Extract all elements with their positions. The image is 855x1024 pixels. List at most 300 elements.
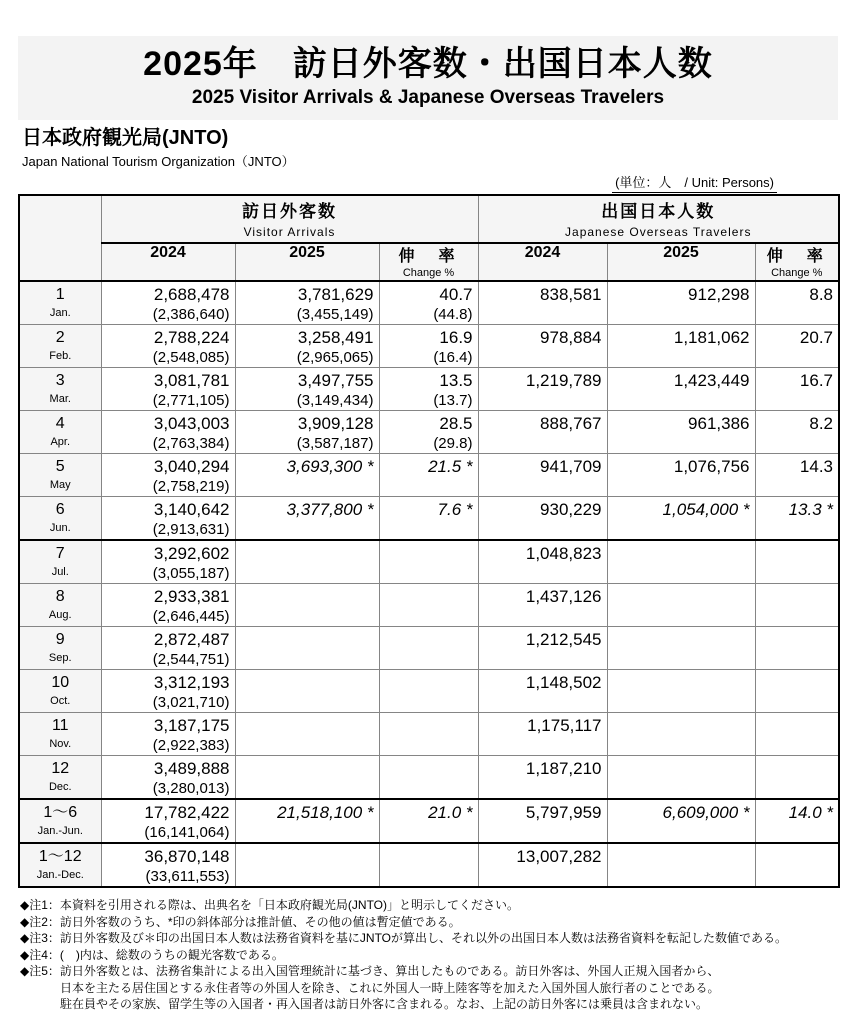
table-row — [19, 540, 839, 584]
cell-value — [608, 844, 755, 867]
visitor-arrivals-title-jp: 訪日外客数 — [242, 202, 337, 221]
cell-sub-value: (2,548,085) — [152, 349, 230, 366]
cell-va-2025 — [235, 670, 379, 713]
cell-value: 21.5 * — [428, 457, 473, 476]
cell-va-change — [379, 670, 478, 713]
cell-jo-2024 — [478, 799, 607, 843]
cell-jo-change — [755, 540, 839, 584]
month-label: Sep. — [48, 652, 72, 664]
cell-sub-value — [380, 650, 478, 669]
cell-value: 912,298 — [688, 285, 750, 304]
cell-value — [380, 584, 478, 607]
cell-value: 20.7 — [799, 328, 833, 347]
cell-value — [380, 756, 478, 779]
cell-value: 3,043,003 — [153, 414, 230, 433]
va-2025-header: 2025 — [235, 243, 379, 281]
cell-value: 8.2 — [809, 414, 833, 433]
cell-va-2024 — [101, 540, 235, 584]
jo-2025-header: 2025 — [607, 243, 755, 281]
cell-sub-value — [380, 607, 478, 626]
cell-sub-value: (2,386,640) — [152, 306, 230, 323]
cell-value: 3,497,755 — [297, 371, 374, 390]
cell-value: 40.7 — [439, 285, 473, 304]
cell-value — [236, 713, 379, 736]
cell-month — [19, 843, 101, 887]
cell-va-change — [379, 411, 478, 454]
cell-value: 961,386 — [688, 414, 750, 433]
cell-month — [19, 368, 101, 411]
cell-va-2025 — [235, 281, 379, 325]
cell-va-change — [379, 584, 478, 627]
month-label: Nov. — [49, 738, 72, 750]
cell-value: 36,870,148 — [144, 847, 230, 866]
cell-value: 7.6 * — [437, 500, 473, 519]
cell-sub-value — [236, 650, 379, 669]
va-change-header — [379, 243, 478, 281]
title-block — [18, 36, 838, 120]
cell-value: 3,140,642 — [153, 500, 230, 519]
cell-value: 17,782,422 — [144, 803, 230, 822]
cell-sub-value — [236, 867, 379, 886]
cell-sub-value — [236, 693, 379, 712]
cell-jo-change — [755, 627, 839, 670]
cell-month — [19, 540, 101, 584]
cell-value — [608, 713, 755, 736]
cell-sub-value: (16.4) — [433, 349, 473, 366]
cell-value — [608, 584, 755, 607]
cell-va-2025 — [235, 627, 379, 670]
cell-month — [19, 713, 101, 756]
cell-va-2025 — [235, 368, 379, 411]
month-number: 2 — [55, 329, 65, 346]
va-change-header-en: Change % — [402, 267, 455, 279]
cell-month — [19, 670, 101, 713]
page-title-jp: 2025年 訪日外客数・出国日本人数 — [143, 45, 713, 83]
cell-sub-value — [380, 779, 478, 798]
table-row — [19, 756, 839, 800]
cell-jo-change — [755, 281, 839, 325]
table-row — [19, 843, 839, 887]
cell-va-change — [379, 540, 478, 584]
cell-sub-value: (2,544,751) — [152, 651, 230, 668]
cell-month — [19, 756, 101, 800]
cell-jo-2024 — [478, 325, 607, 368]
month-number: 7 — [55, 545, 65, 562]
month-number: 9 — [55, 631, 65, 648]
cell-month — [19, 799, 101, 843]
cell-jo-2024 — [478, 368, 607, 411]
cell-value: 3,693,300 * — [286, 457, 374, 476]
cell-value: 1,054,000 * — [662, 500, 750, 519]
cell-sub-value — [380, 736, 478, 755]
cell-jo-change — [755, 497, 839, 541]
cell-sub-value: (3,149,434) — [296, 392, 374, 409]
cell-jo-2025 — [607, 799, 755, 843]
month-label: Oct. — [50, 695, 71, 707]
cell-value — [756, 541, 839, 564]
overseas-travelers-section-header — [478, 195, 839, 243]
month-label: Apr. — [50, 436, 71, 448]
cell-month — [19, 627, 101, 670]
cell-jo-change — [755, 411, 839, 454]
cell-value: 5,797,959 — [525, 803, 602, 822]
cell-va-2025 — [235, 497, 379, 541]
month-number: 12 — [51, 760, 70, 777]
cell-jo-2024 — [478, 756, 607, 800]
jo-change-header — [755, 243, 839, 281]
cell-jo-2025 — [607, 325, 755, 368]
va-change-header-jp: 伸 率 — [398, 248, 459, 265]
month-number: 1 — [55, 286, 65, 303]
cell-jo-2024 — [478, 497, 607, 541]
cell-va-change — [379, 756, 478, 800]
cell-sub-value — [236, 607, 379, 626]
cell-va-2024 — [101, 713, 235, 756]
cell-jo-2024 — [478, 411, 607, 454]
table-row — [19, 411, 839, 454]
cell-jo-2025 — [607, 540, 755, 584]
footnote-line: ◆注4：( )内は、総数のうちの観光客数である。 — [20, 947, 284, 962]
cell-value — [608, 627, 755, 650]
cell-sub-value: (3,587,187) — [296, 435, 374, 452]
table-row — [19, 497, 839, 541]
cell-sub-value: (44.8) — [433, 306, 473, 323]
footnote-line: 駐在員やその家族、留学生等の入国者・再入国者は訪日外客に含まれる。なお、上記の訪日外客には乗員は含まれない。 — [60, 997, 709, 1011]
month-number: 1～6 — [43, 804, 78, 821]
cell-value: 3,292,602 — [153, 544, 230, 563]
cell-value: 14.0 * — [788, 803, 833, 822]
month-label: Aug. — [48, 609, 72, 621]
cell-value: 28.5 — [439, 414, 473, 433]
cell-sub-value — [380, 823, 478, 842]
cell-sub-value: (3,280,013) — [152, 780, 230, 797]
cell-va-2024 — [101, 281, 235, 325]
cell-value — [608, 670, 755, 693]
table-row — [19, 584, 839, 627]
cell-jo-2024 — [478, 584, 607, 627]
cell-va-change — [379, 497, 478, 541]
cell-va-2024 — [101, 411, 235, 454]
cell-jo-2025 — [607, 368, 755, 411]
jo-change-header-jp: 伸 率 — [766, 248, 827, 265]
cell-value: 13.3 * — [788, 500, 833, 519]
cell-value: 941,709 — [540, 457, 602, 476]
cell-jo-change — [755, 670, 839, 713]
cell-sub-value: (2,965,065) — [296, 349, 374, 366]
month-label: Jun. — [49, 522, 71, 534]
cell-value — [608, 541, 755, 564]
cell-sub-value — [236, 779, 379, 798]
table-row — [19, 713, 839, 756]
cell-sub-value — [380, 867, 478, 886]
cell-va-2024 — [101, 843, 235, 887]
cell-value: 1,048,823 — [525, 544, 602, 563]
cell-month — [19, 325, 101, 368]
month-number: 10 — [51, 674, 70, 691]
cell-value — [236, 844, 379, 867]
table-row — [19, 454, 839, 497]
table-body — [19, 281, 839, 887]
organization-name-jp: 日本政府観光局(JNTO) — [22, 127, 229, 149]
month-number: 8 — [55, 588, 65, 605]
cell-va-2024 — [101, 584, 235, 627]
cell-va-change — [379, 325, 478, 368]
cell-jo-change — [755, 756, 839, 800]
cell-jo-change — [755, 454, 839, 497]
cell-va-2024 — [101, 454, 235, 497]
month-number: 1～12 — [38, 848, 82, 865]
cell-value: 978,884 — [540, 328, 602, 347]
cell-sub-value: (2,922,383) — [152, 737, 230, 754]
cell-sub-value — [236, 823, 379, 842]
cell-month — [19, 497, 101, 541]
cell-value — [756, 713, 839, 736]
cell-value — [236, 541, 379, 564]
cell-va-2024 — [101, 497, 235, 541]
cell-value: 1,423,449 — [673, 371, 750, 390]
cell-jo-2025 — [607, 454, 755, 497]
cell-jo-change — [755, 368, 839, 411]
cell-va-2024 — [101, 325, 235, 368]
month-label: May — [49, 479, 71, 491]
table-row — [19, 325, 839, 368]
cell-sub-value — [236, 736, 379, 755]
table-row — [19, 627, 839, 670]
cell-va-2024 — [101, 756, 235, 800]
cell-value: 1,148,502 — [525, 673, 602, 692]
cell-value — [236, 670, 379, 693]
month-label: Feb. — [49, 350, 72, 362]
cell-va-2025 — [235, 325, 379, 368]
cell-jo-2025 — [607, 584, 755, 627]
cell-jo-2025 — [607, 411, 755, 454]
cell-sub-value — [380, 477, 478, 496]
jo-2024-header: 2024 — [478, 243, 607, 281]
month-number: 6 — [55, 501, 65, 518]
cell-sub-value: (3,455,149) — [296, 306, 374, 323]
cell-value: 2,688,478 — [153, 285, 230, 304]
cell-va-change — [379, 368, 478, 411]
cell-jo-2024 — [478, 454, 607, 497]
cell-va-2025 — [235, 843, 379, 887]
unit-note: (単位：人 / Unit: Persons) — [612, 172, 777, 193]
cell-value: 888,767 — [540, 414, 602, 433]
cell-jo-2025 — [607, 756, 755, 800]
month-number: 5 — [55, 458, 65, 475]
cell-value: 21.0 * — [428, 803, 473, 822]
cell-jo-2025 — [607, 713, 755, 756]
table-row — [19, 670, 839, 713]
cell-va-2025 — [235, 454, 379, 497]
footnote-line: ◆注2：訪日外客数のうち、*印の斜体部分は推計値、その他の値は暫定値である。 — [20, 914, 461, 929]
month-number: 4 — [55, 415, 65, 432]
cell-jo-change — [755, 325, 839, 368]
cell-month — [19, 411, 101, 454]
cell-sub-value — [236, 564, 379, 583]
cell-sub-value: (3,055,187) — [152, 565, 230, 582]
cell-value: 2,872,487 — [153, 630, 230, 649]
va-2024-header: 2024 — [101, 243, 235, 281]
cell-va-change — [379, 713, 478, 756]
cell-va-change — [379, 799, 478, 843]
cell-value — [756, 627, 839, 650]
cell-va-2025 — [235, 713, 379, 756]
table-row — [19, 281, 839, 325]
month-number: 11 — [51, 717, 69, 734]
table-row — [19, 799, 839, 843]
cell-value — [756, 670, 839, 693]
cell-jo-2025 — [607, 627, 755, 670]
cell-sub-value: (13.7) — [433, 392, 473, 409]
cell-value: 14.3 — [799, 457, 833, 476]
cell-jo-change — [755, 843, 839, 887]
cell-value: 3,258,491 — [297, 328, 374, 347]
cell-value: 16.9 — [439, 328, 473, 347]
cell-va-change — [379, 281, 478, 325]
cell-value — [756, 584, 839, 607]
cell-sub-value: (2,913,631) — [152, 521, 230, 538]
organization-block — [22, 126, 295, 171]
cell-jo-change — [755, 584, 839, 627]
cell-month — [19, 281, 101, 325]
cell-jo-change — [755, 799, 839, 843]
month-label: Jan. — [49, 307, 71, 319]
cell-value — [756, 756, 839, 779]
cell-va-2025 — [235, 756, 379, 800]
month-number: 3 — [55, 372, 65, 389]
footnote-line: ◆注1：本資料を引用される際は、出典名を「日本政府観光局(JNTO)」と明示してください。 — [20, 898, 520, 912]
cell-jo-2025 — [607, 843, 755, 887]
cell-va-change — [379, 843, 478, 887]
cell-jo-2025 — [607, 670, 755, 713]
cell-value — [236, 627, 379, 650]
cell-value — [236, 584, 379, 607]
cell-sub-value — [236, 477, 379, 496]
cell-sub-value — [380, 564, 478, 583]
cell-sub-value: (3,021,710) — [152, 694, 230, 711]
cell-value — [380, 670, 478, 693]
cell-sub-value: (2,646,445) — [152, 608, 230, 625]
cell-sub-value: (2,763,384) — [152, 435, 230, 452]
cell-value: 1,219,789 — [525, 371, 602, 390]
cell-sub-value: (33,611,553) — [145, 868, 230, 885]
cell-value: 3,040,294 — [153, 457, 230, 476]
cell-jo-2024 — [478, 281, 607, 325]
cell-value: 21,518,100 * — [277, 803, 374, 822]
month-column-header — [19, 195, 101, 281]
organization-name-en: Japan National Tourism Organization（JNTO） — [22, 154, 295, 169]
cell-value — [236, 756, 379, 779]
cell-value: 1,181,062 — [673, 328, 750, 347]
cell-value: 3,781,629 — [297, 285, 374, 304]
cell-va-change — [379, 454, 478, 497]
cell-value — [380, 541, 478, 564]
cell-jo-2024 — [478, 843, 607, 887]
cell-jo-2024 — [478, 540, 607, 584]
cell-value: 8.8 — [809, 285, 833, 304]
cell-value: 3,489,888 — [153, 759, 230, 778]
footnote-line: ◆注5：訪日外客数とは、法務省集計による出入国管理統計に基づき、算出したものである。訪日外客は、外国人正規入国者から、 — [20, 964, 720, 978]
cell-value — [756, 844, 839, 867]
cell-value: 6,609,000 * — [662, 803, 750, 822]
month-label: Mar. — [49, 393, 71, 405]
cell-value: 1,187,210 — [525, 759, 602, 778]
table-row — [19, 368, 839, 411]
cell-value: 13.5 — [439, 371, 473, 390]
cell-jo-change — [755, 713, 839, 756]
month-label: Jan.-Jun. — [37, 825, 83, 837]
cell-sub-value: (2,771,105) — [152, 392, 230, 409]
cell-jo-2025 — [607, 497, 755, 541]
cell-sub-value: (16,141,064) — [144, 824, 230, 841]
cell-value: 3,081,781 — [153, 371, 230, 390]
cell-value: 1,437,126 — [525, 587, 602, 606]
overseas-travelers-title-en: Japanese Overseas Travelers — [565, 225, 752, 239]
footnotes — [20, 897, 840, 1013]
cell-value: 838,581 — [540, 285, 602, 304]
cell-jo-2024 — [478, 713, 607, 756]
month-label: Jan.-Dec. — [36, 869, 84, 881]
jo-change-header-en: Change % — [771, 267, 823, 279]
cell-jo-2025 — [607, 281, 755, 325]
cell-value: 13,007,282 — [516, 847, 602, 866]
cell-va-2025 — [235, 411, 379, 454]
overseas-travelers-title-jp: 出国日本人数 — [601, 202, 716, 221]
cell-value: 3,909,128 — [297, 414, 374, 433]
cell-value — [608, 756, 755, 779]
cell-sub-value: (2,758,219) — [152, 478, 230, 495]
cell-value: 3,187,175 — [153, 716, 230, 735]
cell-va-2024 — [101, 627, 235, 670]
statistics-table — [18, 194, 840, 888]
cell-sub-value — [380, 693, 478, 712]
cell-va-2024 — [101, 799, 235, 843]
cell-value: 1,175,117 — [527, 716, 602, 735]
cell-va-2025 — [235, 540, 379, 584]
cell-value: 2,933,381 — [153, 587, 230, 606]
visitor-arrivals-title-en: Visitor Arrivals — [243, 225, 336, 239]
visitor-arrivals-section-header — [101, 195, 478, 243]
cell-value: 3,377,800 * — [286, 500, 374, 519]
cell-value: 3,312,193 — [153, 673, 230, 692]
cell-va-change — [379, 627, 478, 670]
footnote-line: ◆注3：訪日外客数及び＊印の出国日本人数は法務省資料を基にJNTOが算出し、それ以外の出国日本人数は法務省資料を転記した数値である。 — [20, 931, 788, 945]
cell-value: 1,076,756 — [673, 457, 750, 476]
cell-value — [380, 844, 478, 867]
cell-value: 2,788,224 — [153, 328, 230, 347]
cell-month — [19, 584, 101, 627]
cell-value — [380, 627, 478, 650]
cell-month — [19, 454, 101, 497]
cell-va-2025 — [235, 584, 379, 627]
page-title-en: 2025 Visitor Arrivals & Japanese Overseas Travelers — [191, 87, 665, 108]
month-label: Jul. — [51, 566, 69, 578]
cell-sub-value: (29.8) — [433, 435, 473, 452]
cell-sub-value — [236, 520, 379, 539]
footnote-line: 日本を主たる居住国とする永住者等の外国人を除き、これに外国人一時上陸客等を加えた入国外国人旅行者のことである。 — [60, 980, 720, 995]
cell-va-2024 — [101, 670, 235, 713]
cell-sub-value — [380, 520, 478, 539]
cell-value: 930,229 — [540, 500, 602, 519]
cell-jo-2024 — [478, 627, 607, 670]
cell-value: 16.7 — [799, 371, 833, 390]
month-label: Dec. — [48, 781, 72, 793]
cell-value — [380, 713, 478, 736]
cell-value: 1,212,545 — [525, 630, 602, 649]
cell-jo-2024 — [478, 670, 607, 713]
cell-va-2024 — [101, 368, 235, 411]
cell-va-2025 — [235, 799, 379, 843]
